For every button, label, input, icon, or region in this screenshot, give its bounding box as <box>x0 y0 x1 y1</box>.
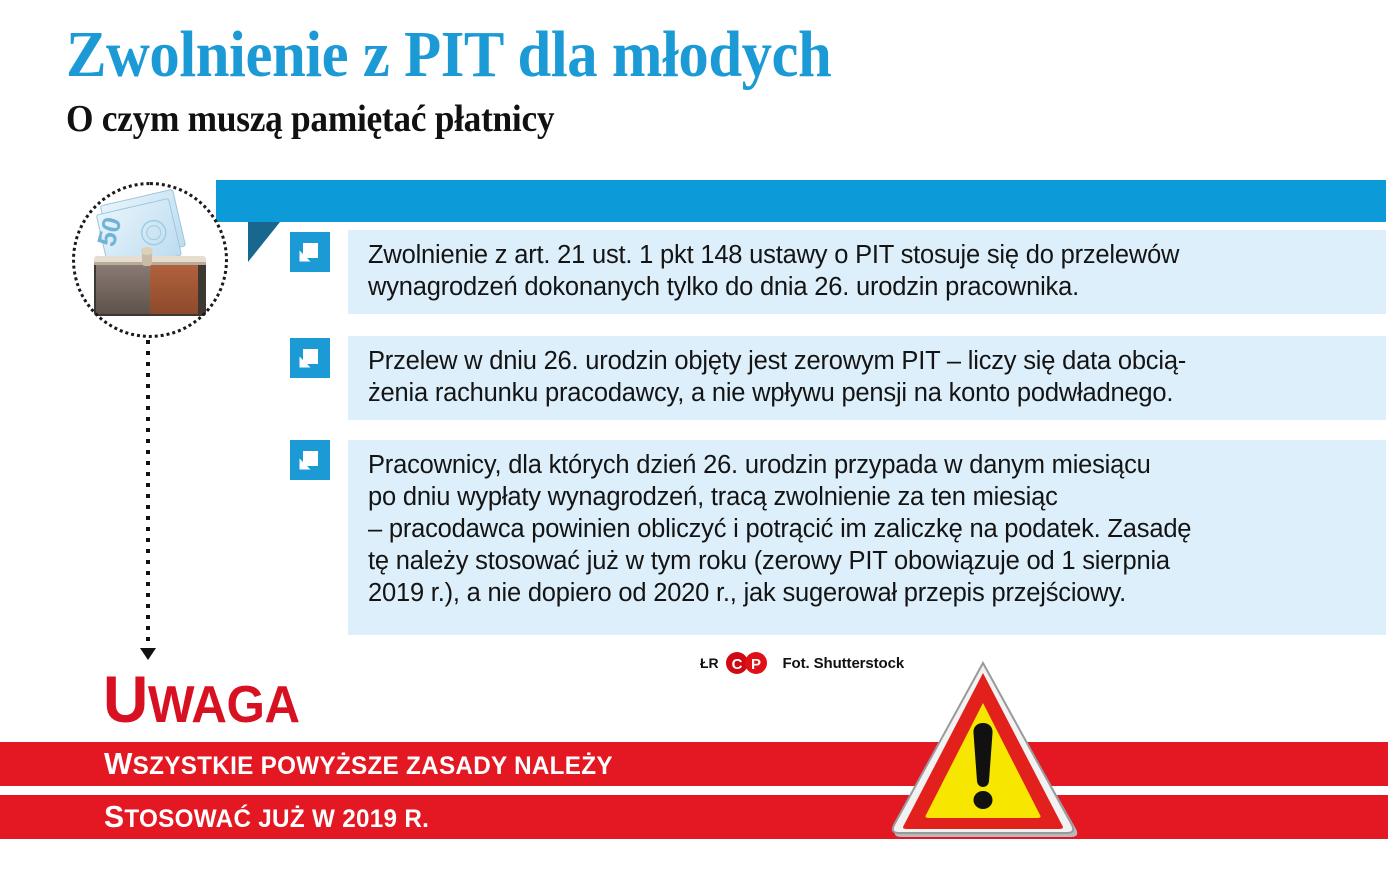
attention-bar-2 <box>0 795 1388 839</box>
panel-3-line-5: 2019 r.), a nie dopiero od 2020 r., jak sugerował przepis przejściowy. <box>368 579 1127 607</box>
info-panel-1 <box>348 230 1386 314</box>
panel-3-line-1: Pracownicy, dla których dzień 26. urodzin przypada w danym miesiącu <box>368 451 1151 479</box>
attention-bar-1-rest: SZYSTKIE POWYŻSZE ZASADY NALEŻY <box>132 752 613 780</box>
warning-triangle-sign-icon <box>888 655 1078 845</box>
arrow-down-right-icon <box>290 440 330 480</box>
credit-source: Fot. Shutterstock <box>782 654 905 672</box>
page-title: Zwolnienie z PIT dla młodych <box>66 18 832 91</box>
attention-bar-1-lead: W <box>104 746 133 781</box>
panel-2-line-2: żenia rachunku pracodawcy, a nie wpływu pensji na konto podwładnego. <box>368 379 1174 407</box>
panel-3-line-2: po dniu wypłaty wynagrodzeń, tracą zwolnienie za ten miesiąc <box>368 483 1058 511</box>
arrow-down-right-icon <box>290 232 330 272</box>
attention-bar-2-lead: S <box>104 799 125 834</box>
dotted-circle-frame <box>72 182 228 338</box>
attention-bar-2-rest: TOSOWAĆ JUŻ W 2019 R. <box>124 805 430 833</box>
svg-text:P: P <box>751 656 762 673</box>
panel-3-line-3: – pracodawca powinien obliczyć i potrącić im zaliczkę na podatek. Zasadę <box>368 515 1192 543</box>
attention-bar-1 <box>0 742 1388 786</box>
attention-heading-rest: WAGA <box>147 676 300 734</box>
arrow-down-right-icon <box>290 338 330 378</box>
info-panel-3 <box>348 440 1386 635</box>
svg-text:C: C <box>732 656 743 673</box>
attention-heading <box>103 662 300 736</box>
panel-2-line-1: Przelew w dniu 26. urodzin objęty jest zerowym PIT – liczy się data obcią- <box>368 347 1187 375</box>
ribbon-fold-shape <box>248 222 280 262</box>
credit-line <box>700 651 904 675</box>
svg-text:50: 50 <box>90 213 128 250</box>
panel-3-line-4: tę należy stosować już w tym roku (zerowy PIT obowiązuje od 1 sierpnia <box>368 547 1170 575</box>
ribbon-header-bar <box>216 180 1386 222</box>
attention-heading-lead: U <box>103 662 148 736</box>
info-panel-2 <box>348 336 1386 420</box>
panel-1-line-1: Zwolnienie z art. 21 ust. 1 pkt 148 ustawy o PIT stosuje się do przelewów <box>368 241 1180 269</box>
dotted-connector-line <box>146 340 150 650</box>
connector-arrowhead-icon <box>140 648 156 660</box>
panel-1-line-2: wynagrodzeń dokonanych tylko do dnia 26. urodzin pracownika. <box>368 273 1079 301</box>
dgp-logo-icon <box>723 651 777 675</box>
page-subtitle: O czym muszą pamiętać płatnicy <box>66 98 555 140</box>
credit-author: ŁR <box>700 655 719 671</box>
